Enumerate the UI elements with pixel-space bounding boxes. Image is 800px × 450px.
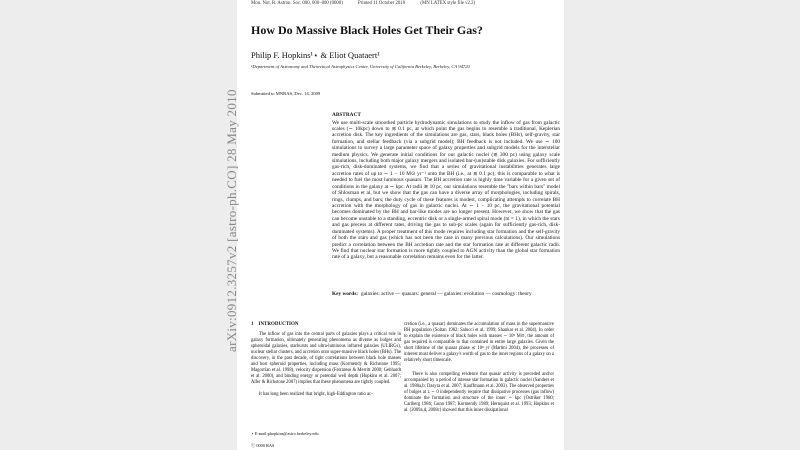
author-affiliation: ¹Department of Astronomy and Theoretical Astrophysics Center, University of California Berkeley, Berkeley, CA 94720 (251, 64, 470, 69)
running-header (251, 0, 560, 7)
paper-page (237, 0, 564, 450)
keywords-text: galaxies: active — quasars: general — galaxies: evolution — cosmology: theory (361, 291, 532, 297)
printed-date: Printed 11 October 2018 (358, 1, 406, 6)
paper-title: How Do Massive Black Holes Get Their Gas? (251, 23, 483, 37)
abstract (332, 112, 560, 261)
submission-note: Submitted to MNRAS, Dec. 14, 2009 (251, 91, 321, 96)
style-file: (MN LATEX style file v2.2) (420, 1, 476, 6)
intro-paragraph: There is also compelling evidence that quasar activity is preceded and/or accompanied by a period of intense star formation in galactic nuclei (Sanders et al. 1988a,b; Dasyra et al. 2007; Kauffmann et al. 2003). The observed properties of bulges at z ∼ 0 independently require that dissipative processes (gas inflow) dominate the formation and structure of the inner ∼ kpc (Ostriker 1980; Carlberg 1986; Gunn 1987; Kormendy 1989; Hernquist et al. 1993; Hopkins et al. (2009a,d, 2008c) showed that this inner dissipational (404, 372, 554, 413)
abstract-heading: ABSTRACT (332, 112, 361, 118)
intro-paragraph: cretion (i.e., a quasar) dominates the accumulation of mass in the supermassive BH population (Soltan 1982; Salucci et al. 1999; Shankar et al. 2004). In order to explain the existence of black holes with masses ∼ 10⁹ M⊙, the amount of gas required is comparable to that contained in entire large galaxies. Given the short lifetime of the quasar phase ≲ 10⁸ yr (Martini 2004), the processes of interest must deliver a galaxy's worth of gas to the inner regions of a galaxy on a relatively short timescale. (404, 322, 554, 363)
keywords-label: Key words: (332, 291, 359, 297)
keywords (332, 291, 560, 298)
section-title: INTRODUCTION (258, 322, 299, 327)
paper-authors: Philip F. Hopkins¹⋆ & Eliot Quataert¹ (251, 50, 380, 60)
intro-paragraph: The inflow of gas into the central parts of galaxies plays a critical role in galaxy formation, ultimately generating phenomena as diverse as bulges and spheroidal galaxies, starbursts and ultra-luminous infrared galaxies (ULIRGs), nuclear stellar clusters, and accretion onto super-massive black holes (BHs). The discovery, in the past decade, of tight correlations between black hole masses and host spheroid properties, including mass (Kormendy & Richstone 1995; Magorrian et al. 1998), velocity dispersion (Ferrarese & Merritt 2000; Gebhardt et al. 2000), and binding energy or potential well depth (Hopkins et al. 2007; Aller & Richstone 2007) implies that these phenomena are tightly coupled. (251, 332, 401, 385)
abstract-text: We use multi-scale smoothed particle hydrodynamic simulations to study the inflow of gas from galactic scales (∼ 10kpc) down to ≲ 0.1 pc, at which point the gas begins to resemble a traditional, Keplerian accretion disk. The key ingredients of the simulations are gas, stars, black holes (BHs), self-gravity, star formation, and stellar feedback (via a subgrid model); BH feedback is not included. We use ∼ 100 simulations to survey a large parameter space of galaxy properties and subgrid models for the interstellar medium physics. We generate initial conditions for our galactic nuclei (≲ 300 pc) using galaxy scale simulations, including both major galaxy mergers and isolated bar-(un)stable disk galaxies. For sufficiently gas-rich, disk-dominated systems, we find that a series of gravitational instabilities generates large accretion rates of up to ∼ 1 − 10 M⊙ yr⁻¹ onto the BH (i.e., at ≲ 0.1 pc); this is comparable to what is needed to fuel the most luminous quasars. The BH accretion rate is highly time variable for a given set of conditions in the galaxy at ∼ kpc. At radii ≳ 10 pc, our simulations resemble the "bars within bars" model of Shlosman et al, but we show that the gas can have a diverse array of morphologies, including spirals, rings, clumps, and bars; the duty cycle of these features is modest, complicating attempts to correlate BH accretion with the morphology of gas in galactic nuclei. At ∼ 1 − 10 pc, the gravitational potential becomes dominated by the BH and bar-like modes are no longer present. However, we show that the gas can become unstable to a standing, eccentric disk or a single-armed spiral mode (m = 1), in which the stars and gas precess at different rates, driving the gas to sub-pc scales (again for sufficiently gas-rich, disk-dominated systems). A proper treatment of this mode requires including star formation and the self-gravity of both the stars and gas (which has not been the case in many previous calculations). Our simulations predict a correlation between the BH accretion rate and the star formation rate at different galactic radii. We find that nuclear star formation is more tightly coupled to AGN activity than the global star formation rate of a galaxy, but a reasonable correlation remains even for the latter. (332, 119, 560, 261)
copyright-notice: ⓒ 0000 RAS (251, 443, 275, 448)
journal-citation: Mon. Not. R. Astron. Soc. 000, 000–000 (0000) (251, 1, 343, 6)
intro-paragraph: It has long been realized that bright, high-Eddington ratio ac- (259, 392, 373, 397)
right-column (404, 322, 554, 414)
email-footnote: ⋆ E-mail:phopkins@astro.berkeley.edu (251, 431, 319, 436)
arxiv-identifier-stamp: arXiv:0912.3257v2 [astro-ph.CO] 28 May 2010 (224, 89, 239, 352)
left-column (251, 322, 401, 398)
section-heading-introduction (251, 322, 401, 328)
section-number: 1 (251, 322, 254, 327)
